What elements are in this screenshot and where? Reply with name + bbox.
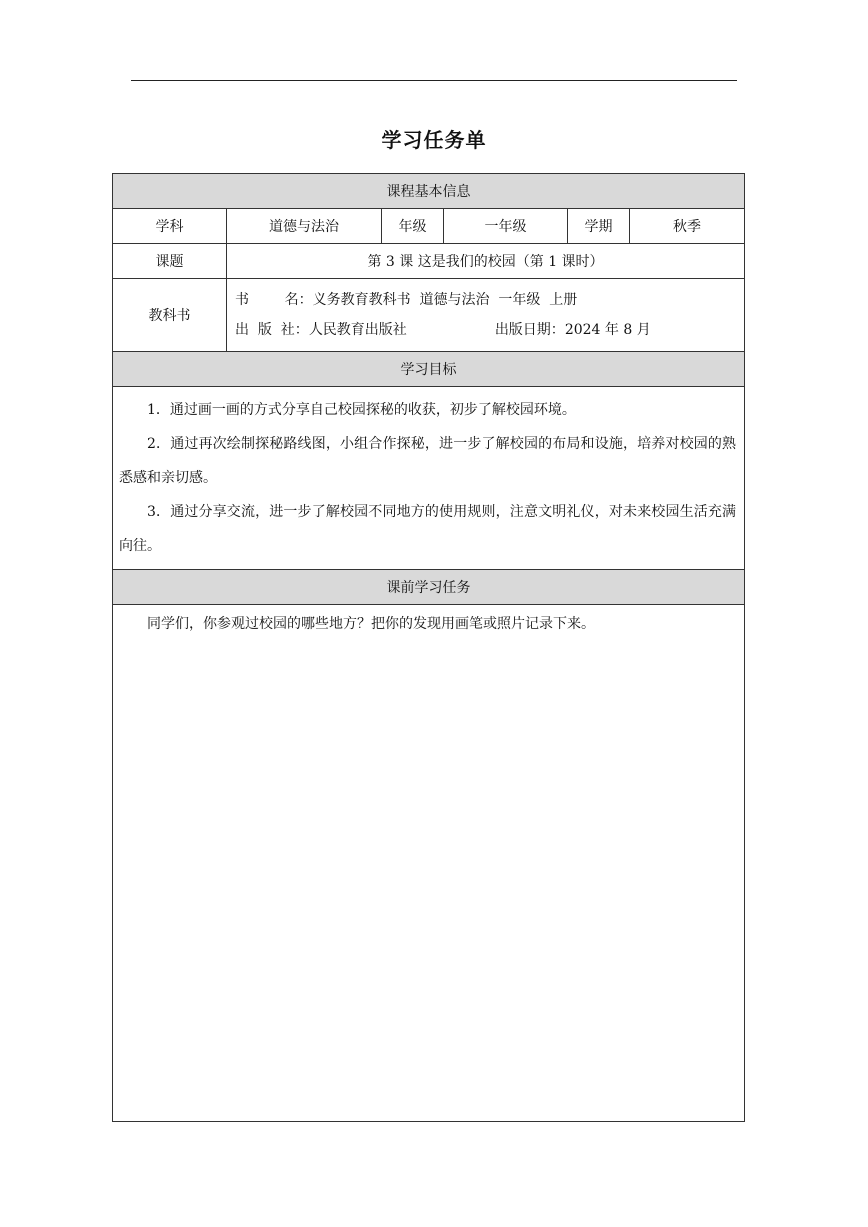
goal-item: 3．通过分享交流，进一步了解校园不同地方的使用规则，注意文明礼仪，对未来校园生活充满向往。 xyxy=(119,504,737,554)
book-name-label: 书 名： xyxy=(235,292,313,308)
grade-value: 一年级 xyxy=(444,209,568,244)
publisher-value: 人民教育出版社 xyxy=(308,322,407,338)
goal-item: 1．通过画一画的方式分享自己校园探秘的收获，初步了解校园环境。 xyxy=(147,402,576,418)
document-title: 学习任务单 xyxy=(381,128,487,152)
textbook-details xyxy=(227,279,745,352)
task-sheet-table xyxy=(112,173,745,1122)
header-rule xyxy=(131,80,737,81)
goals-row xyxy=(113,387,745,570)
goals-header-row xyxy=(113,352,745,387)
topic-row xyxy=(113,244,745,279)
pub-date-value: 2024 年 8 月 xyxy=(564,322,651,338)
publisher-label: 出 版 社： xyxy=(235,322,309,338)
basic-info-header-row xyxy=(113,174,745,209)
goals-section-title: 学习目标 xyxy=(113,352,745,387)
pre-task-section-title: 课前学习任务 xyxy=(113,570,745,605)
topic-value: 第 3 课 这是我们的校园（第 1 课时） xyxy=(227,244,745,279)
term-value: 秋季 xyxy=(630,209,745,244)
topic-label: 课题 xyxy=(113,244,227,279)
pre-task-header-row xyxy=(113,570,745,605)
pre-task-text: 同学们，你参观过校园的哪些地方？把你的发现用画笔或照片记录下来。 xyxy=(147,616,595,632)
subject-label: 学科 xyxy=(113,209,227,244)
subject-grade-term-row xyxy=(113,209,745,244)
pre-task-body[interactable] xyxy=(113,605,745,1122)
grade-label: 年级 xyxy=(382,209,444,244)
goal-item: 2．通过再次绘制探秘路线图，小组合作探秘，进一步了解校园的布局和设施，培养对校园的熟悉感和亲切感。 xyxy=(119,436,737,486)
textbook-label: 教科书 xyxy=(113,279,227,352)
book-name-value: 义务教育教科书 道德与法治 一年级 上册 xyxy=(312,292,578,308)
basic-info-section-title: 课程基本信息 xyxy=(113,174,745,209)
pub-date-label: 出版日期： xyxy=(494,322,565,338)
subject-value: 道德与法治 xyxy=(227,209,382,244)
textbook-row xyxy=(113,279,745,352)
term-label: 学期 xyxy=(568,209,630,244)
book-name-line xyxy=(235,285,744,315)
goals-list xyxy=(113,387,745,570)
pre-task-row xyxy=(113,605,745,1122)
publisher-line xyxy=(235,315,744,345)
